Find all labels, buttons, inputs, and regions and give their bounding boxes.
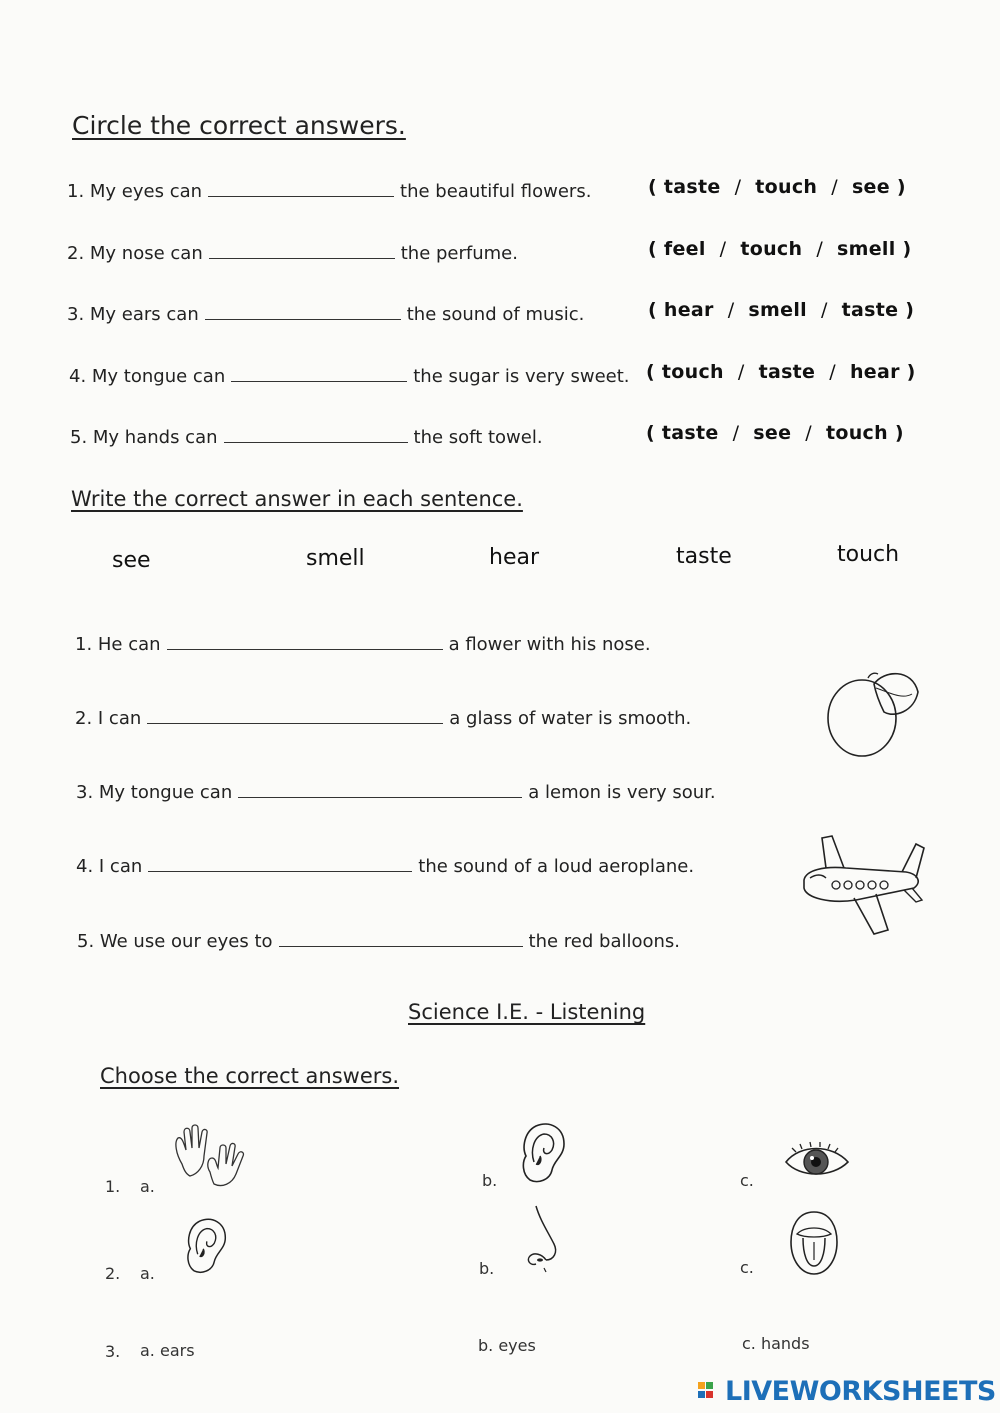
s1-item-5 xyxy=(70,426,543,448)
s1-item-2-blank[interactable] xyxy=(209,242,395,259)
s2-item-4 xyxy=(76,855,694,877)
s1-item-2-opt-c[interactable]: smell xyxy=(837,238,896,260)
s1-item-3-before: 3. My ears can xyxy=(67,304,199,325)
s1-item-3-blank[interactable] xyxy=(205,303,401,320)
s2-item-1-blank[interactable] xyxy=(167,633,443,650)
s2-item-5-blank[interactable] xyxy=(279,930,523,947)
s1-item-4-after: the sugar is very sweet. xyxy=(413,366,630,387)
s2-item-3-after: a lemon is very sour. xyxy=(528,782,716,803)
ear-icon-q2[interactable] xyxy=(183,1214,229,1278)
s1-item-2-opt-a[interactable]: feel xyxy=(663,238,706,260)
q2-option-c-label[interactable]: c. xyxy=(740,1258,754,1277)
q3-option-b[interactable]: b. eyes xyxy=(478,1336,536,1355)
brand-name: LIVEWORKSHEETS xyxy=(725,1376,996,1407)
section2-title: Write the correct answer in each sentence. xyxy=(71,487,523,511)
s1-item-5-after: the soft towel. xyxy=(413,427,543,448)
s2-item-5-after: the red balloons. xyxy=(528,931,681,952)
s1-item-3-opt-c[interactable]: taste xyxy=(841,299,899,321)
q2-option-a-label[interactable]: a. xyxy=(140,1264,155,1283)
s1-item-5-opt-b[interactable]: see xyxy=(753,422,792,444)
s1-item-2-opt-b[interactable]: touch xyxy=(740,238,803,260)
s2-item-2-before: 2. I can xyxy=(75,708,142,729)
word-bank-hear: hear xyxy=(489,545,540,570)
s2-item-3-before: 3. My tongue can xyxy=(76,782,233,803)
lemon-icon xyxy=(822,666,922,762)
s2-item-4-after: the sound of a loud aeroplane. xyxy=(418,856,695,877)
s2-item-2 xyxy=(75,707,691,729)
s2-item-1-before: 1. He can xyxy=(75,634,161,655)
s1-item-4-opt-a[interactable]: touch xyxy=(661,361,724,383)
s1-item-1-blank[interactable] xyxy=(208,180,394,197)
q3-option-a[interactable]: a. ears xyxy=(140,1341,195,1360)
s1-item-5-options: ( taste / see / touch ) xyxy=(646,422,904,444)
aeroplane-icon xyxy=(796,830,926,938)
s2-item-4-blank[interactable] xyxy=(148,855,412,872)
s2-item-5 xyxy=(77,930,680,952)
s1-item-4-before: 4. My tongue can xyxy=(69,366,226,387)
s1-item-5-opt-c[interactable]: touch xyxy=(825,422,888,444)
s1-item-5-blank[interactable] xyxy=(224,426,408,443)
q3-number: 3. xyxy=(105,1342,121,1361)
s1-item-4-blank[interactable] xyxy=(231,365,407,382)
s1-item-1-opt-b[interactable]: touch xyxy=(755,176,818,198)
s1-item-3-opt-a[interactable]: hear xyxy=(663,299,714,321)
s1-item-3-after: the sound of music. xyxy=(406,304,585,325)
s1-item-1-opt-c[interactable]: see xyxy=(851,176,890,198)
s1-item-1-before: 1. My eyes can xyxy=(67,181,203,202)
s1-item-3 xyxy=(67,303,584,325)
s2-item-1-after: a flower with his nose. xyxy=(448,634,651,655)
nose-icon[interactable] xyxy=(522,1202,564,1274)
word-bank-see: see xyxy=(112,548,151,573)
s2-item-2-blank[interactable] xyxy=(147,707,443,724)
s1-item-2-options: ( feel / touch / smell ) xyxy=(648,238,912,260)
q1-option-b-label[interactable]: b. xyxy=(482,1171,498,1190)
s1-item-4 xyxy=(69,365,630,387)
section3-title: Choose the correct answers. xyxy=(100,1064,400,1088)
q1-option-a-label[interactable]: a. xyxy=(140,1177,155,1196)
q1-number: 1. xyxy=(105,1177,121,1196)
s1-item-4-opt-b[interactable]: taste xyxy=(758,361,816,383)
liveworksheets-logo-icon xyxy=(698,1380,722,1402)
s1-item-1-options: ( taste / touch / see ) xyxy=(648,176,906,198)
s1-item-1-after: the beautiful flowers. xyxy=(400,181,592,202)
liveworksheets-logo[interactable] xyxy=(698,1376,996,1407)
section3-subtitle: Science I.E. - Listening xyxy=(408,1000,646,1024)
s2-item-5-before: 5. We use our eyes to xyxy=(77,931,273,952)
word-bank-touch: touch xyxy=(837,542,900,567)
s2-item-1 xyxy=(75,633,651,655)
s2-item-4-before: 4. I can xyxy=(76,856,143,877)
word-bank-smell: smell xyxy=(306,546,365,571)
s1-item-4-opt-c[interactable]: hear xyxy=(849,361,900,383)
q3-option-c[interactable]: c. hands xyxy=(742,1334,810,1353)
mouth-tongue-icon[interactable] xyxy=(789,1208,839,1278)
s1-item-2-before: 2. My nose can xyxy=(67,243,203,264)
s1-item-2-after: the perfume. xyxy=(400,243,518,264)
hands-icon[interactable] xyxy=(172,1124,248,1190)
s1-item-4-options: ( touch / taste / hear ) xyxy=(646,361,916,383)
eye-icon[interactable] xyxy=(782,1138,852,1182)
section1-title: Circle the correct answers. xyxy=(72,111,406,140)
s1-item-2 xyxy=(67,242,518,264)
ear-icon[interactable] xyxy=(518,1120,568,1186)
word-bank-taste: taste xyxy=(676,544,732,569)
s1-item-3-options: ( hear / smell / taste ) xyxy=(648,299,915,321)
s1-item-3-opt-b[interactable]: smell xyxy=(748,299,807,321)
q2-option-b-label[interactable]: b. xyxy=(479,1259,495,1278)
s2-item-3-blank[interactable] xyxy=(238,781,522,798)
s2-item-2-after: a glass of water is smooth. xyxy=(449,708,692,729)
s2-item-3 xyxy=(76,781,716,803)
s1-item-1-opt-a[interactable]: taste xyxy=(663,176,721,198)
s1-item-5-opt-a[interactable]: taste xyxy=(661,422,719,444)
q2-number: 2. xyxy=(105,1264,121,1283)
q1-option-c-label[interactable]: c. xyxy=(740,1171,754,1190)
s1-item-5-before: 5. My hands can xyxy=(70,427,218,448)
s1-item-1 xyxy=(67,180,591,202)
